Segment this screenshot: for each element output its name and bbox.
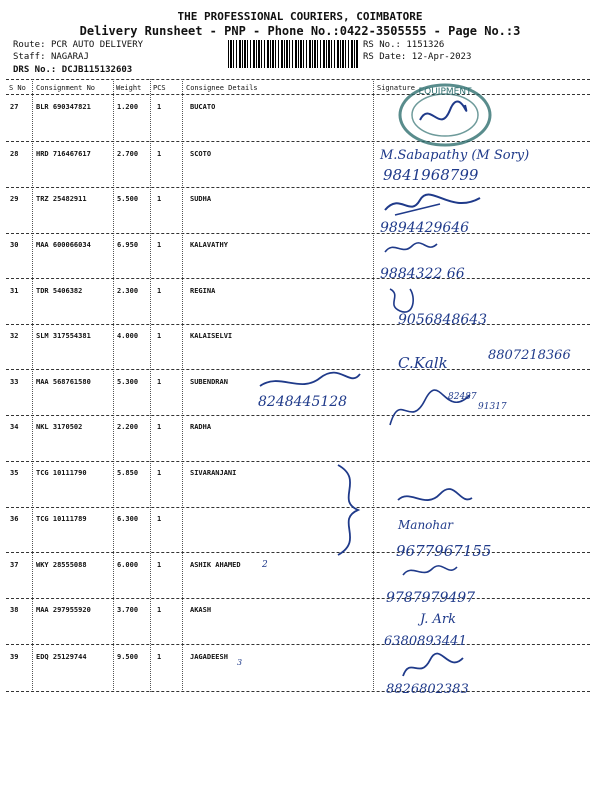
drs-value: DCJB115132603 — [61, 65, 133, 75]
column-divider — [113, 79, 114, 692]
cell-pcs: 1 — [157, 469, 162, 477]
handwritten-name: C.Kalk — [398, 354, 448, 372]
staff-value: NAGARAJ — [50, 52, 89, 62]
handwritten-phone: 9894429646 — [380, 220, 470, 236]
cell-weight: 2.300 — [117, 287, 139, 295]
route-value: PCR AUTO DELIVERY — [50, 40, 144, 50]
cell-pcs: 1 — [157, 378, 162, 386]
row-separator — [6, 324, 590, 325]
cell-consignment: SLM 317554381 — [36, 332, 91, 340]
column-divider — [373, 79, 374, 692]
signature-scribble — [382, 285, 422, 315]
rs-no-label: RS No.: — [363, 40, 401, 50]
header-signature: Signature — [377, 84, 415, 92]
cell-weight: 5.300 — [117, 378, 139, 386]
cell-sno: 38 — [10, 606, 19, 614]
header-pcs: PCS — [153, 84, 166, 92]
cell-sno: 39 — [10, 653, 19, 661]
signature-scribble — [398, 652, 468, 682]
cell-consignment: TCG 10111789 — [36, 515, 87, 523]
cell-weight: 6.000 — [117, 561, 139, 569]
route-label: Route: — [13, 40, 46, 50]
table-top-border — [6, 79, 590, 80]
stamp-text: EQUIPMENT — [418, 87, 472, 97]
cell-pcs: 1 — [157, 195, 162, 203]
cell-sno: 37 — [10, 561, 19, 569]
drs-label: DRS No.: — [13, 65, 57, 75]
cell-weight: 3.700 — [117, 606, 139, 614]
cell-weight: 1.200 — [117, 103, 139, 111]
cell-consignment: MAA 600066034 — [36, 241, 91, 249]
handwritten-note: 3 — [237, 658, 243, 667]
cell-sno: 36 — [10, 515, 19, 523]
header-consignee: Consignee Details — [186, 84, 258, 92]
cell-consignee: REGINA — [190, 287, 216, 295]
cell-consignment: TCG 10111790 — [36, 469, 87, 477]
company-title: THE PROFESSIONAL COURIERS, COIMBATORE — [177, 10, 423, 23]
cell-consignment: WKY 28555088 — [36, 561, 87, 569]
handwritten-phone: 8248445128 — [258, 394, 348, 410]
row-separator — [6, 141, 590, 142]
cell-pcs: 1 — [157, 423, 162, 431]
cell-consignee: KALAISELVI — [190, 332, 233, 340]
signature-scribble — [380, 190, 490, 222]
cell-pcs: 1 — [157, 515, 162, 523]
delivery-stamp — [395, 80, 495, 150]
column-divider — [150, 79, 151, 692]
cell-pcs: 1 — [157, 332, 162, 340]
cell-weight: 9.500 — [117, 653, 139, 661]
bracket-mark — [330, 460, 370, 560]
cell-consignee: RADHA — [190, 423, 212, 431]
cell-pcs: 1 — [157, 606, 162, 614]
cell-consignment: EDQ 25129744 — [36, 653, 87, 661]
cell-pcs: 1 — [157, 653, 162, 661]
handwritten-name: Manohar — [398, 518, 454, 532]
route-line — [13, 39, 143, 51]
cell-consignee: SIVARANJANI — [190, 469, 237, 477]
cell-weight: 2.700 — [117, 150, 139, 158]
handwritten-phone: 6380893441 — [384, 634, 467, 649]
cell-pcs: 1 — [157, 561, 162, 569]
staff-line — [13, 51, 89, 63]
table-header-border — [6, 94, 590, 95]
handwritten-note: 2 — [262, 560, 268, 570]
row-separator — [6, 187, 590, 188]
handwritten-name: M.Sabapathy (M Sory) — [380, 148, 530, 163]
handwritten-phone: 8807218366 — [488, 348, 571, 363]
handwritten-phone: 8826802383 — [386, 682, 469, 697]
header-consignment: Consignment No — [36, 84, 96, 92]
cell-consignee: SUBENDRAN — [190, 378, 228, 386]
signature-scribble — [400, 561, 460, 581]
rs-date-label: RS Date: — [363, 52, 407, 62]
cell-sno: 27 — [10, 103, 19, 111]
staff-label: Staff: — [13, 52, 46, 62]
cell-consignment: MAA 568761580 — [36, 378, 91, 386]
cell-sno: 32 — [10, 332, 19, 340]
handwritten-name: J. Ark — [420, 612, 456, 627]
cell-consignee: JAGADEESH — [190, 653, 228, 661]
cell-consignment: TDR 5406382 — [36, 287, 83, 295]
cell-sno: 34 — [10, 423, 19, 431]
cell-sno: 30 — [10, 241, 19, 249]
cell-pcs: 1 — [157, 241, 162, 249]
row-separator — [6, 507, 590, 508]
cell-consignee: SCOTO — [190, 150, 212, 158]
drs-line — [13, 64, 132, 76]
cell-pcs: 1 — [157, 103, 162, 111]
cell-sno: 29 — [10, 195, 19, 203]
barcode — [228, 40, 358, 68]
header-weight: Weight — [116, 84, 142, 92]
cell-pcs: 1 — [157, 287, 162, 295]
cell-sno: 33 — [10, 378, 19, 386]
cell-consignee: AKASH — [190, 606, 212, 614]
rs-date-line — [363, 51, 471, 63]
cell-pcs: 1 — [157, 150, 162, 158]
column-divider — [32, 79, 33, 692]
cell-consignee: BUCATO — [190, 103, 216, 111]
cell-weight: 2.200 — [117, 423, 139, 431]
header-sno: S No — [9, 84, 26, 92]
handwritten-phone: 9677967155 — [396, 542, 492, 560]
runsheet-subtitle: Delivery Runsheet - PNP - Phone No.:0422-3505555 - Page No.:3 — [79, 24, 521, 38]
row-separator — [6, 461, 590, 462]
cell-consignment: BLR 690347821 — [36, 103, 91, 111]
cell-consignment: NKL 3170502 — [36, 423, 83, 431]
cell-weight: 4.000 — [117, 332, 139, 340]
cell-sno: 31 — [10, 287, 19, 295]
rs-no-value: 1151326 — [406, 40, 445, 50]
handwritten-phone: 9841968799 — [383, 166, 479, 184]
handwritten-number: 91317 — [478, 402, 507, 412]
signature-scribble — [382, 238, 442, 258]
cell-weight: 5.500 — [117, 195, 139, 203]
cell-weight: 6.300 — [117, 515, 139, 523]
cell-sno: 35 — [10, 469, 19, 477]
cell-consignee: KALAVATHY — [190, 241, 228, 249]
cell-weight: 6.950 — [117, 241, 139, 249]
rs-date-value: 12-Apr-2023 — [411, 52, 472, 62]
row-separator — [6, 415, 590, 416]
signature-scribble — [395, 486, 475, 514]
cell-consignment: TRZ 25482911 — [36, 195, 87, 203]
rs-no-line — [363, 39, 444, 51]
cell-consignment: HRD 716467617 — [36, 150, 91, 158]
cell-consignee: ASHIK AHAMED — [190, 561, 241, 569]
row-separator — [6, 598, 590, 599]
row-separator — [6, 233, 590, 234]
row-separator — [6, 278, 590, 279]
cell-consignment: MAA 297955920 — [36, 606, 91, 614]
handwritten-phone: 9056848643 — [398, 312, 488, 328]
row-separator — [6, 552, 590, 553]
row-separator — [6, 691, 590, 692]
cell-consignee: SUDHA — [190, 195, 212, 203]
column-divider — [182, 79, 183, 692]
cell-weight: 5.850 — [117, 469, 139, 477]
handwritten-phone: 9787979497 — [386, 590, 476, 606]
cell-sno: 28 — [10, 150, 19, 158]
row-separator — [6, 644, 590, 645]
handwritten-number: 82487 — [448, 392, 477, 402]
handwritten-phone: 9884322 66 — [380, 266, 465, 282]
